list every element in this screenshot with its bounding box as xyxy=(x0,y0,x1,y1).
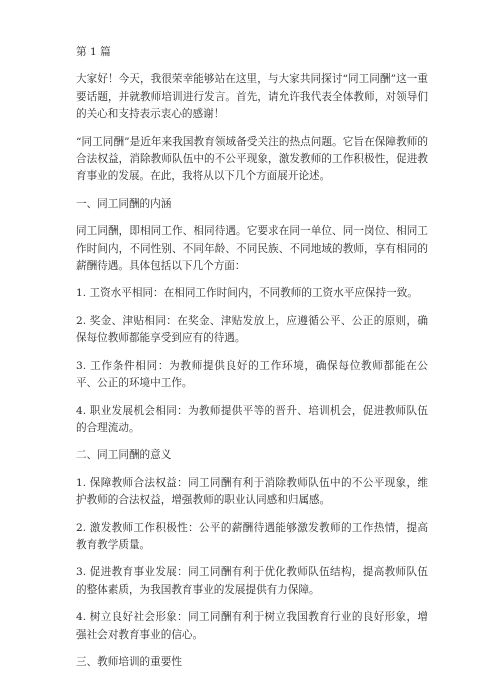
list-item: 4. 树立良好社会形象：同工同酬有利于树立我国教育行业的良好形象，增强社会对教育事业的信心。 xyxy=(76,611,428,641)
list-item: 2. 奖金、津贴相同：在奖金、津贴发放上，应遵循公平、公正的原则，确保每位教师都能享受到应有的待遇。 xyxy=(76,314,428,345)
list-item: 3. 促进教育事业发展：同工同酬有利于优化教师队伍结构，提高教师队伍的整体素质，为我国教育事业的发展提供有力保障。 xyxy=(76,566,428,596)
list-item: 4. 职业发展机会相同：为教师提供平等的晋升、培训机会，促进教师队伍的合理流动。 xyxy=(76,404,428,434)
section-heading-2: 二、同工同酬的意义 xyxy=(76,449,172,462)
page-label: 第 1 篇 xyxy=(76,46,111,58)
intro-paragraph: 大家好！今天，我很荣幸能够站在这里，与大家共同探讨“同工同酬”这一重要话题，并就教师培训进行发言。首先，请允许我代表全体教师，对领导们的关心和支持表示衷心的感谢！ xyxy=(76,73,428,121)
topic-paragraph: “同工同酬”是近年来我国教育领域备受关注的热点问题。它旨在保障教师的合法权益，消除教师队伍中的不公平现象，激发教师的工作积极性，促进教育事业的发展。在此，我将从以下几个方面展开论述。 xyxy=(76,135,428,183)
list-item: 2. 激发教师工作积极性：公平的薪酬待遇能够激发教师的工作热情，提高教育教学质量。 xyxy=(76,521,428,551)
list-item: 1. 工资水平相同：在相同工作时间内，不同教师的工资水平应保持一致。 xyxy=(76,287,418,300)
list-item: 1. 保障教师合法权益：同工同酬有利于消除教师队伍中的不公平现象，维护教师的合法权益，增强教师的职业认同感和归属感。 xyxy=(76,476,428,507)
definition-paragraph: 同工同酬，即相同工作、相同待遇。它要求在同一单位、同一岗位、相同工作时间内，不同性别、不同年龄、不同民族、不同地域的教师，享有相同的薪酬待遇。具体包括以下几个方面： xyxy=(76,225,428,273)
list-item: 3. 工作条件相同：为教师提供良好的工作环境，确保每位教师都能在公平、公正的环境中工作。 xyxy=(76,359,428,390)
section-heading-1: 一、同工同酬的内涵 xyxy=(76,197,172,210)
document-page xyxy=(76,44,428,681)
section-heading-3: 三、教师培训的重要性 xyxy=(76,655,182,668)
